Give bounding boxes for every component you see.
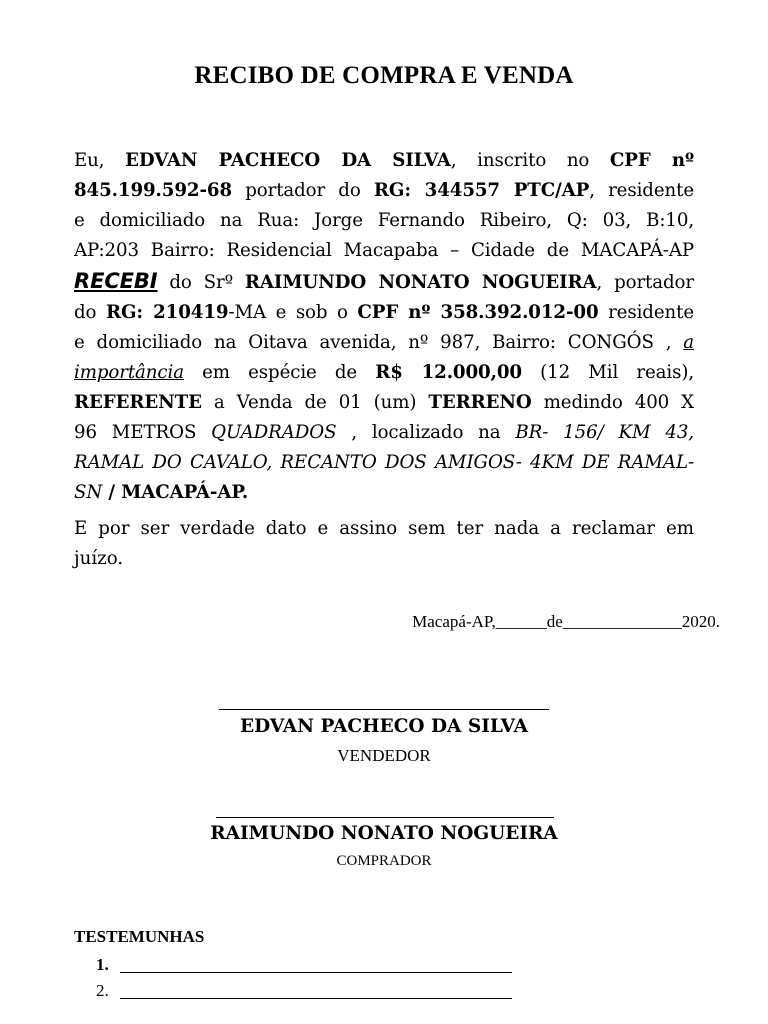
body-line-6: do RG: 210419-MA e sob o CPF nº 358.392.012-00 residente: [74, 302, 694, 323]
seller-role: VENDEDOR: [337, 746, 431, 765]
recebi-word: RECEBI: [74, 269, 158, 293]
body-line-9: REFERENTE a Venda de 01 (um) TERRENO medindo 400 X: [74, 392, 694, 413]
witness-2-signature-line: [120, 998, 512, 999]
receipt-body: [74, 146, 694, 508]
body-line-7: e domiciliado na Oitava avenida, nº 987, Bairro: CONGÓS , a: [74, 332, 694, 353]
seller-name: EDVAN PACHECO DA SILVA: [240, 716, 528, 737]
body-line-12: SN / MACAPÁ-AP.: [74, 482, 249, 503]
witness-row-1: 1.: [96, 955, 109, 974]
date-line: Macapá-AP,______de______________2020.: [412, 612, 720, 631]
witnesses-title: TESTEMUNHAS: [74, 927, 205, 946]
body-line-8: importância em espécie de R$ 12.000,00 (12 Mil reais),: [74, 362, 694, 383]
seller-signature-line: [219, 709, 549, 710]
buyer-signature-line: [216, 817, 554, 818]
body-line-3: e domiciliado na Rua: Jorge Fernando Ribeiro, Q: 03, B:10,: [74, 210, 694, 231]
witness-row-2: 2.: [96, 981, 109, 1000]
body-line-4: AP:203 Bairro: Residencial Macapaba – Cidade de MACAPÁ-AP: [74, 240, 694, 261]
closing-line-1: E por ser verdade dato e assino sem ter nada a reclamar em: [74, 518, 694, 539]
body-line-2: 845.199.592-68 portador do RG: 344557 PTC/AP, residente: [74, 180, 694, 201]
body-line-1: Eu, EDVAN PACHECO DA SILVA, inscrito no CPF nº: [74, 150, 694, 171]
closing-line-2: juízo.: [74, 548, 124, 569]
body-line-10: 96 METROS QUADRADOS , localizado na BR- 156/ KM 43,: [74, 422, 694, 443]
body-line-11: RAMAL DO CAVALO, RECANTO DOS AMIGOS- 4KM DE RAMAL-: [74, 452, 694, 473]
witness-1-signature-line: [120, 972, 512, 973]
document-title: RECIBO DE COMPRA E VENDA: [194, 62, 574, 89]
buyer-role: COMPRADOR: [336, 853, 432, 869]
body-line-5: RECEBI do Srº RAIMUNDO NONATO NOGUEIRA, portador: [74, 269, 694, 293]
closing-paragraph: [74, 514, 694, 574]
buyer-name: RAIMUNDO NONATO NOGUEIRA: [210, 823, 558, 844]
